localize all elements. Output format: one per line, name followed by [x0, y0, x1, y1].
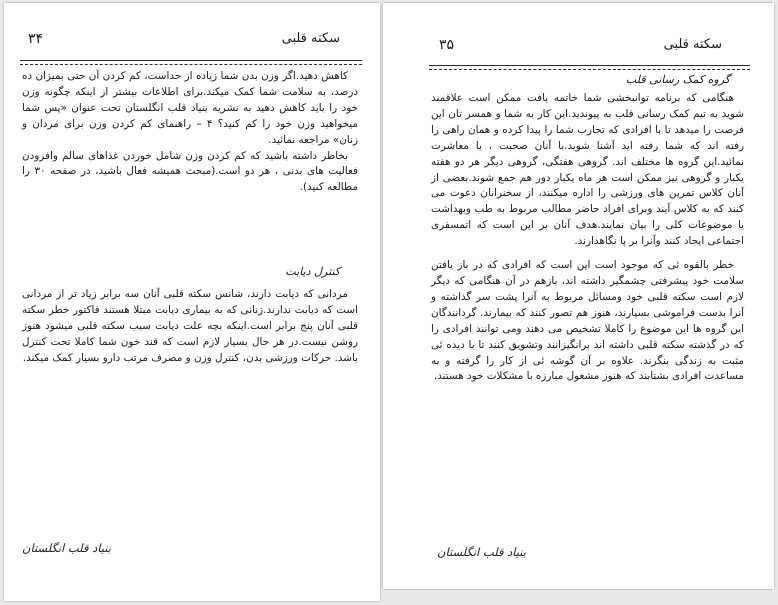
right-page	[383, 3, 774, 589]
signature: بنیاد قلب انگلستان	[437, 545, 526, 559]
paragraph: مردانی که دیابت دارند، شانس سکته قلبی آنان سه برابر زیاد تر از مردانی است که دیابت ندارند.زنانی که به بیماری دیابت مبتلا هستند فاکتور خطر سکته قلبی آنان پنج برابر است.اینکه بچه علت دیابت سبب سکته قلبی میشود هنوز روشن نیست.در هر حال بسیار لازم است که قند خون شما کاملا تحت کنترل باشد. حرکات ورزشی بدن، کنترل وزن و مصرف مرتب دارو بسیار کمک میکند.	[22, 288, 358, 364]
page-number: ۳۵	[439, 37, 455, 53]
header-dashed-rule	[429, 69, 750, 70]
paragraph: کاهش دهید.اگر وزن بدن شما زیاده از حداست، کم کردن آن حتی بمیزان ده درصد، به سلامت شما کمک میکند.برای اطلاعات بیشتر از اینکه چگونه وزن خود را باید کاهش دهید به نشریه بنیاد قلب انگلستان تحت عنوان «پس شما میخواهید وزن خود را کم کنید؟ ۴ – راهنمای کم کردن وزن برای مردان و زنان» مراجعه نمائید.	[22, 70, 358, 146]
paragraph: خطر بالقوه ئی که موجود است این است که افرادی که در باز یافتن سلامت خود پیشرفتی چشمگیر داشته اند، بازهم در آن هنگامی که دیگر لازم است سکته قلبی خود ومسائل مربوط به آنرا پشت سر گذاشته و آنرا بدست فراموشی بسپارند، هنوز هم تصور کنند که بیمارند. گردانندگان این گروه ها این موضوع را کاملا تشخیص می دهند ومی توانند افرادی را که در گذشته سکته قلبی داشته اند برانگیزانند وتشویق کنند تا با دیده ئی مثبت به زندگی بنگرند. علاوه بر آن گوشه ئی از کار را گرفته و به مساعدت افرادی بشتابند که هنوز مشغول مبارزه با مشکلات خود هستند.	[431, 259, 744, 383]
page-number: ۳۴	[28, 31, 44, 47]
body-text-top	[22, 69, 358, 196]
header-dashed-rule	[20, 64, 362, 65]
section-heading: گروه کمک رسانی قلب	[625, 73, 730, 86]
body-text	[431, 91, 744, 385]
header-rule	[429, 65, 750, 66]
body-text-bottom	[22, 287, 358, 367]
paragraph: هنگامی که برنامه توانبخشی شما خاتمه یافت ممکن است علاقمند شوید به تیم کمک رسانی قلب به پیوندید.این کار به شما و همسر تان این فرصت را میدهد تا با افرادی که تجارب شما را پیدا کرده و همان راهی را رفته اند که شما رفته اید آشنا شوید.با آنان صحبت ، یا معاشرت نمائید.این گروه ها مختلف اند. گروهی هفتگی، گروهی دیگر هر دو هفته یکبار و گروهی نیز ممکن است هر ماه یکبار دور هم جمع شوند.بعضی از آنان کلاس تمرین های ورزشی را اداره میکنند، از سخنرانان دعوت می کنند که به کلاس آیند وبرای افراد حاضر مطالب مربوط به طب وبهداشت یا موضوعات کلی را بیان نمایند.هدف آنان بر این است که اتمسفری اجتماعی ایجاد کنند وآنرا بر پا نگاهدارند.	[431, 92, 744, 248]
header-rule	[20, 60, 362, 61]
left-page	[4, 3, 380, 601]
page-header-title: سکته قلبی	[281, 31, 340, 46]
section-heading: کنترل دیابت	[285, 265, 340, 278]
page-header-title: سکته قلبی	[663, 37, 722, 52]
signature: بنیاد قلب انگلستان	[22, 541, 111, 555]
paragraph: بخاطر داشته باشید که کم کردن وزن شامل خوردن غذاهای سالم وافزودن فعالیت های بدنی ، هر دو است.(مبحث همیشه فعال باشید، در صفحه ۳۰ را مطالعه کنید).	[22, 149, 358, 194]
